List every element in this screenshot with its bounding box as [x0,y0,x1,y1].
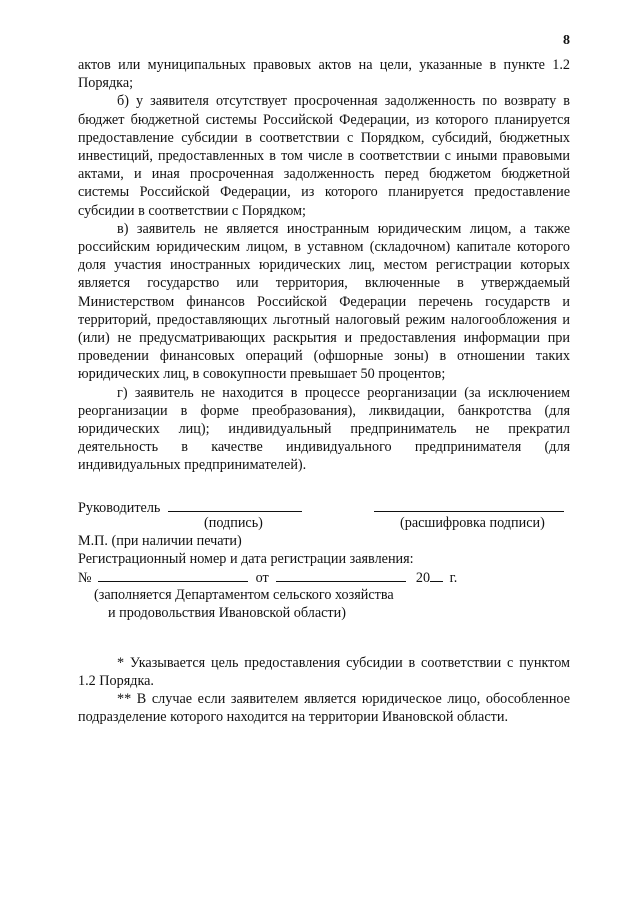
signature-block [78,498,570,628]
document-body [78,56,570,726]
decoding-caption: (расшифровка подписи) [400,514,545,531]
registration-line: Регистрационный номер и дата регистрации заявления: [78,550,414,567]
paragraph-v: в) заявитель не является иностранным юридическим лицом, а также российским юридическим лицом, в уставном (складочном) капитале которого доля участия иностранных юридических лиц, местом регистрации которых является государство или территория, включенные в утверждаемый Министерством финансов Российской Федерации перечень государств и территорий, предоставляющих льготный налоговый режим налогообложения и (или) не предусматривающих раскрытия и предоставления информации при проведении финансовых операций (офшорные зоны) в отношении таких юридических лиц, в совокупности превышает 50 процентов; [78,220,570,383]
department-note-2: и продовольствия Ивановской области) [108,604,346,621]
signature-line [168,498,302,512]
footnotes [78,654,570,727]
year-line [430,568,443,582]
signature-caption: (подпись) [204,514,263,531]
year-suffix: г. [449,569,458,586]
page-number: 8 [563,33,570,48]
number-line [98,568,248,582]
paragraph-g: г) заявитель не находится в процессе реорганизации (за исключением реорганизации в форме преобразования), ликвидации, банкротства (для юридических лиц); индивидуальный предприниматель не прекратил деятельность в качестве индивидуального предпринимателя (для индивидуальных предпринимателей). [78,384,570,474]
stamp-line: М.П. (при наличии печати) [78,532,242,549]
year-prefix: 20 [415,569,431,586]
paragraph-intro: актов или муниципальных правовых актов на цели, указанные в пункте 1.2 Порядка; [78,57,570,92]
footnote-1: * Указывается цель предоставления субсидии в соответствии с пунктом 1.2 Порядка. [78,654,570,689]
head-label: Руководитель [78,499,161,516]
registration-number-row [78,568,457,587]
footnote-2: ** В случае если заявителем является юридическое лицо, обособленное подразделение которого находится на территории Ивановской области. [78,691,570,726]
decoding-line [374,498,564,512]
department-note-1: (заполняется Департаментом сельского хозяйства [94,586,394,603]
number-sign: № [78,569,92,586]
paragraph-b: б) у заявителя отсутствует просроченная задолженность по возврату в бюджет бюджетной системы Российской Федерации, из которого планируется предоставление субсидии в соответствии с Порядком, субсидий, бюджетных инвестиций, предоставленных в том числе в соответствии с иными правовыми актами, и иная просроченная задолженность перед бюджетом бюджетной системы Российской Федерации, из которого планируется предоставление субсидии в соответствии с Порядком; [78,93,570,219]
from-word: от [255,569,269,586]
date-line [276,568,406,582]
